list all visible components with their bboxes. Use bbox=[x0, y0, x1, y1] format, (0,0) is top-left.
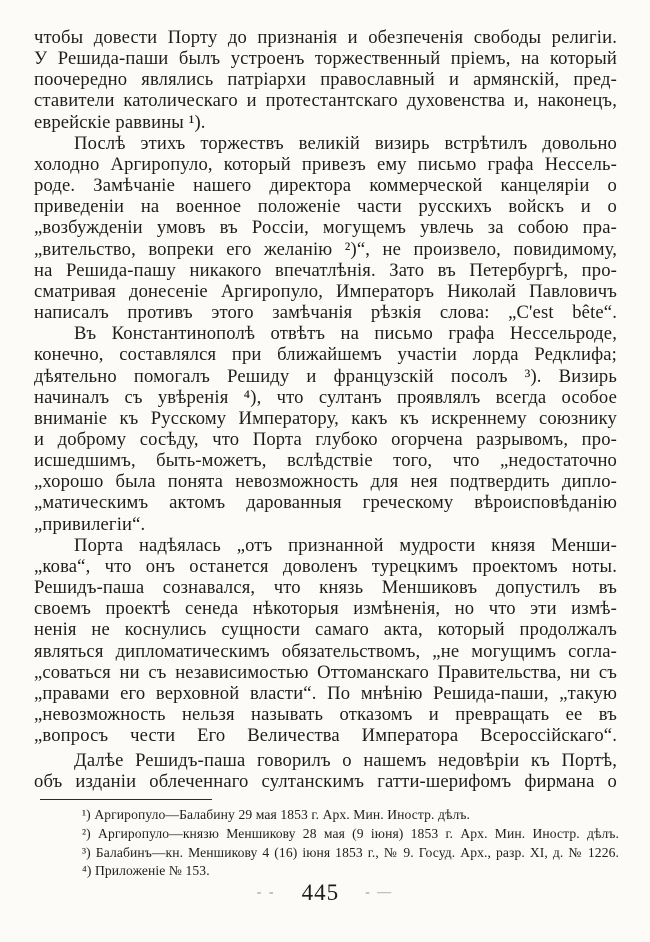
footnote-separator-rule bbox=[40, 799, 212, 800]
text-line: чтобы довести Порту до признанія и обезпеченія свободы религіи. bbox=[34, 27, 617, 48]
footnotes-block bbox=[82, 806, 619, 881]
text-line: начиналъ съ увѣренія ⁴), что султанъ проявлялъ всегда особое bbox=[34, 386, 617, 408]
text-line: Въ Константинополѣ отвѣтъ на письмо графа Нессельроде, bbox=[74, 323, 617, 345]
text-line: на Решида-пашу никакого впечатлѣнія. Зато въ Петербургѣ, про- bbox=[34, 259, 617, 281]
text-line: конечно, составлялся при ближайшемъ участіи лорда Редклифа; bbox=[34, 344, 617, 366]
footnote-text: Приложеніе № 153. bbox=[94, 863, 210, 879]
text-line: „хорошо была понята невозможность для нея подтвердить дипло- bbox=[34, 471, 617, 493]
footnote-mark: ³) bbox=[82, 844, 96, 860]
footer-dashes-left: - - bbox=[256, 885, 276, 900]
text-line: объ изданіи облеченнаго султанскимъ гатти-шерифомъ фирмана о bbox=[34, 771, 617, 793]
text-line: „матическимъ актомъ дарованныя греческому вѣроисповѣданію bbox=[34, 492, 617, 514]
text-block bbox=[34, 27, 617, 793]
text-line: написалъ противъ этого замѣчанія рѣзкія слова: „C'est bête“. bbox=[34, 302, 617, 324]
text-line: „правами его верховной власти“. По мнѣнію Решида-паши, „такую bbox=[34, 682, 617, 704]
text-line: „невозможность нельзя называть отказомъ и превращать ее въ bbox=[34, 704, 617, 725]
footnote-text: Балабинъ—кн. Меншикову 4 (16) іюня 1853 г., № 9. Госуд. Арх., разр. XI, д. № 1226. bbox=[95, 844, 619, 860]
text-line: вниманіе къ Русскому Императору, какъ къ искреннему союзнику bbox=[34, 407, 617, 429]
text-line: поочередно являлись патріархи православный и армянскій, пред- bbox=[34, 69, 617, 91]
text-line: дѣятельно помогалъ Решиду и французскій посолъ ³). Визирь bbox=[34, 365, 617, 387]
text-line: своемъ проектѣ сенеда нѣкоторыя измѣненія, но что эти измѣ- bbox=[34, 598, 617, 620]
page-footer bbox=[0, 880, 650, 906]
footer-dashes-right: - — bbox=[365, 885, 394, 900]
text-line: холодно Аргиропуло, который привезъ ему письмо графа Нессель- bbox=[34, 153, 617, 175]
text-line: „привилегіи“. bbox=[34, 513, 146, 535]
footnote bbox=[82, 825, 619, 844]
footnote bbox=[82, 862, 619, 881]
page-number: 445 bbox=[301, 880, 340, 905]
footnote-mark: ²) bbox=[82, 825, 99, 841]
text-line: Далѣе Решидъ-паша говорилъ о нашемъ недовѣріи къ Портѣ, bbox=[74, 750, 617, 772]
paragraph bbox=[34, 133, 617, 323]
text-line: У Решида-паши былъ устроенъ торжественный пріемъ, на который bbox=[34, 48, 617, 70]
text-line: Порта надѣялась „отъ признанной мудрости князя Менши- bbox=[74, 534, 617, 556]
text-line: сматривая донесеніе Аргиропуло, Императоръ Николай Павловичъ bbox=[34, 280, 617, 302]
footnote-text: Аргиропуло—Балабину 29 мая 1853 г. Арх. Мин. Иностр. дѣлъ. bbox=[94, 807, 470, 822]
text-line: и доброму сосѣду, что Порта глубоко огорчена разрывомъ, про- bbox=[34, 428, 617, 450]
paragraph bbox=[34, 535, 617, 747]
text-line: „соваться ни съ независимостью Оттоманскаго Правительства, ни съ bbox=[34, 661, 617, 683]
text-line: приведеніи на военное положеніе части русскихъ войскъ и о bbox=[34, 196, 617, 218]
footnote-mark: ⁴) bbox=[82, 863, 95, 879]
text-line: ненія не коснулись сущности самаго акта, который продолжалъ bbox=[34, 619, 617, 641]
paragraph bbox=[34, 27, 617, 133]
text-line: „возбужденіи умовъ въ Россіи, могущемъ увлечь за собою пра- bbox=[34, 217, 617, 239]
text-line: „вопросъ чести Его Величества Императора Всероссійскаго“. bbox=[34, 725, 617, 747]
footnote-mark: ¹) bbox=[82, 807, 95, 822]
footnote-text: Аргиропуло—князю Меншикову 28 мая (9 іюня) 1853 г. Арх. Мин. Иностр. дѣлъ. bbox=[98, 825, 619, 841]
text-line: „кова“, что онъ останется доволенъ турецкимъ проектомъ ноты. bbox=[34, 555, 617, 577]
paragraph bbox=[34, 750, 617, 792]
text-line: роде. Замѣчаніе нашего директора коммерческой канцеляріи о bbox=[34, 175, 617, 197]
footnote bbox=[82, 806, 619, 825]
text-line: еврейскіе раввины ¹). bbox=[34, 111, 206, 133]
text-line: исшедшимъ, быть-можетъ, вслѣдствіе того, что „недостаточно bbox=[34, 450, 617, 472]
text-line: Послѣ этихъ торжествъ великій визирь встрѣтилъ довольно bbox=[74, 132, 617, 154]
text-line: Решидъ-паша сознавался, что князь Меншиковъ допустилъ въ bbox=[34, 577, 617, 599]
paragraph bbox=[34, 323, 617, 535]
footnote bbox=[82, 844, 619, 863]
text-line: являться дипломатическимъ обязательствомъ, „не могущимъ согла- bbox=[34, 640, 617, 662]
text-line: ставители католическаго и протестантскаго духовенства и, наконецъ, bbox=[34, 90, 617, 112]
text-line: „вительство, вопреки его желанію ²)“, не произвело, повидимому, bbox=[34, 238, 617, 260]
